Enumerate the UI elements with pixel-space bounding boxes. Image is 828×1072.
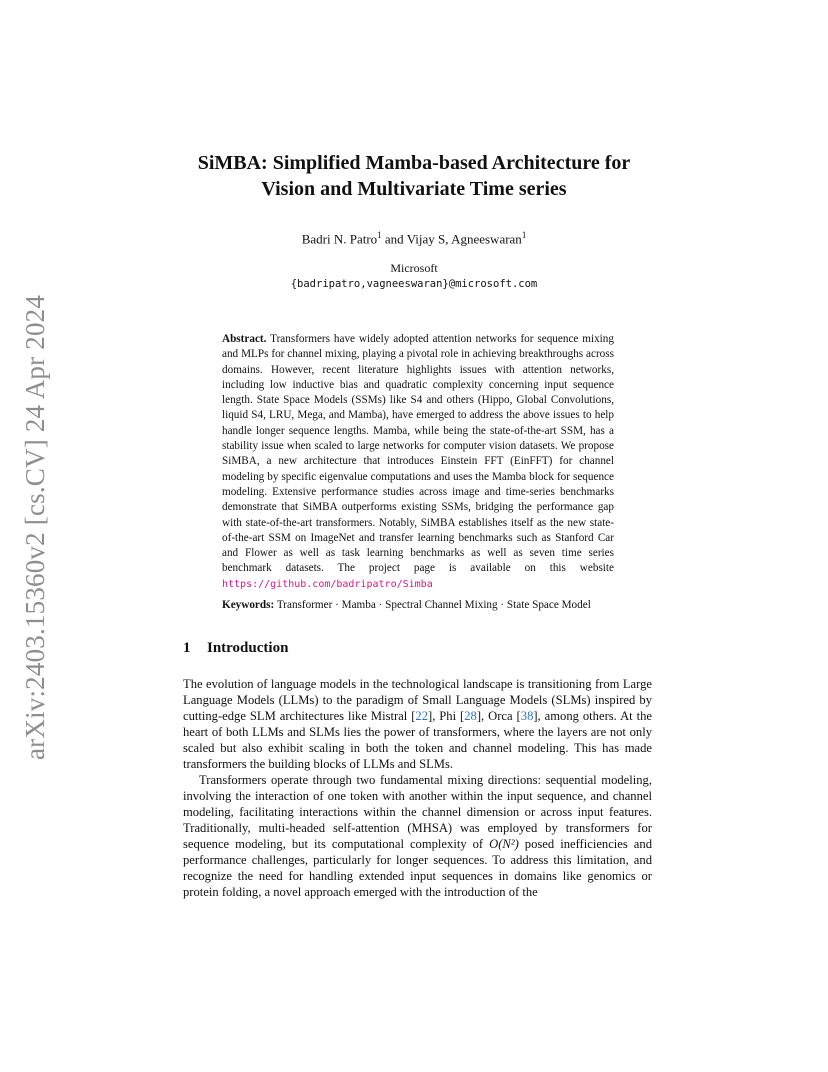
keywords-label: Keywords: <box>222 599 275 611</box>
citation-link[interactable]: 38 <box>520 709 534 723</box>
project-link[interactable]: https://github.com/badripatro/Simba <box>222 578 433 590</box>
citation-link[interactable]: 22 <box>415 709 428 723</box>
abstract <box>222 332 614 592</box>
paragraph-text: ], Phi [ <box>428 709 465 723</box>
affiliation-name: Microsoft <box>390 261 438 275</box>
author-list <box>160 230 668 247</box>
paragraph-text: The evolution of language models in the technological landscape is transitioning from Large Language Models (LLMs) to the paradigm of Small Language Models (SLMs) inspired by cutting-edge SLM architectures like Mistral [ <box>183 677 652 723</box>
arxiv-identifier: arXiv:2403.15360v2 [cs.CV] 24 Apr 2024 <box>20 294 50 760</box>
paper-title <box>160 150 668 202</box>
abstract-text: Transformers have widely adopted attention networks for sequence mixing and MLPs for channel mixing, playing a pivotal role in achieving breakthroughs across domains. However, recent literature highlights issues with attention networks, including low inductive bias and quadratic complexity concerning input sequence length. State Space Models (SSMs) like S4 and others (Hippo, Global Convolutions, liquid S4, LRU, Mega, and Mamba), have emerged to address the above issues to help handle longer sequence lengths. Mamba, while being the state-of-the-art SSM, has a stability issue when scaled to large networks for computer vision datasets. We propose SiMBA, a new architecture that introduces Einstein FFT (EinFFT) for channel modeling by specific eigenvalue computations and uses the Mamba block for sequence modeling. Extensive performance studies across image and time-series benchmarks demonstrate that SiMBA outperforms existing SSMs, bridging the performance gap with state-of-the-art transformers. Notably, SiMBA establishes itself as the new state-of-the-art SSM on ImageNet and transfer learning benchmarks such as Stanford Car and Flower as well as task learning benchmarks as well as seven time series benchmark datasets. The project page is available on this website <box>222 333 614 575</box>
paragraph <box>183 676 652 772</box>
affiliation-marker: 1 <box>377 230 382 240</box>
keywords-text: Transformer · Mamba · Spectral Channel Mixing · State Space Model <box>276 599 591 611</box>
author-conjunction: and <box>381 231 407 247</box>
paragraph-text: posed inefficiencies and performance challenges, particularly for longer sequences. To address this limitation, and recognize the need for handling extended input sequences in domains like genomics or protein folding, a novel approach emerged with the introduction of the <box>183 837 652 899</box>
section-heading <box>183 640 288 657</box>
keywords <box>222 598 622 613</box>
section-body <box>183 676 652 900</box>
affiliation-marker: 1 <box>521 230 527 240</box>
paragraph-text: Transformers operate through two fundamental mixing directions: sequential modeling, involving the interaction of one token with another within the input sequence, and channel modeling, facilitating interactions within the channel dimension or across input features. Traditionally, multi-headed self-attention (MHSA) was employed by transformers for sequence modeling, but its computational complexity of <box>183 773 652 851</box>
author-emails: {badripatro,vagneeswaran}@microsoft.com <box>290 278 538 290</box>
abstract-label: Abstract. <box>222 333 267 345</box>
author-name: Vijay S, Agneeswaran <box>406 231 522 247</box>
section-number: 1 <box>183 640 191 656</box>
citation-link[interactable]: 28 <box>464 709 477 723</box>
affiliation-block <box>160 260 668 292</box>
paragraph <box>183 772 652 900</box>
paragraph-text: ], Orca [ <box>476 709 521 723</box>
title-line-1: SiMBA: Simplified Mamba-based Architecture for <box>197 152 631 174</box>
author-name: Badri N. Patro <box>301 231 378 247</box>
section-title: Introduction <box>207 640 289 656</box>
title-line-2: Vision and Multivariate Time series <box>261 178 567 200</box>
complexity-formula: O(N²) <box>489 837 519 851</box>
paragraph-text: ], among others. At the heart of both LLMs and SLMs lies the power of transformers, where the layers are not only scaled but also exhibit scaling in both the token and channel modeling. This has made transformers the building blocks of LLMs and SLMs. <box>183 709 653 771</box>
